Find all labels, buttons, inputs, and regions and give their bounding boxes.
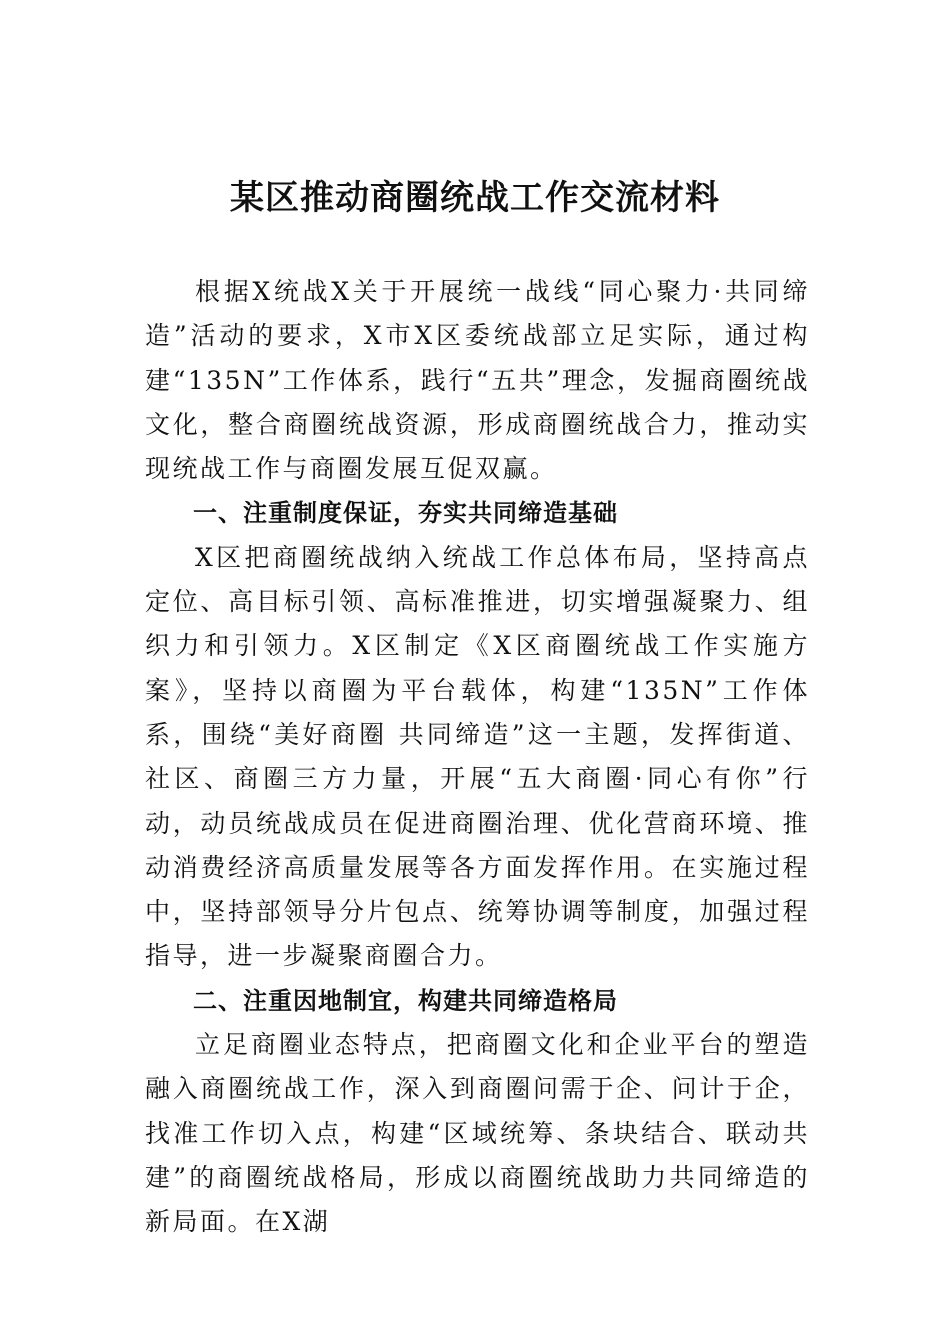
- intro-paragraph: 根据X统战X关于开展统一战线“同心聚力·共同缔造”活动的要求，X市X区委统战部立足实际，通过构建“135N”工作体系，践行“五共”理念，发掘商圈统战文化，整合商圈统战资源，形成商圈统战合力，推动实现统战工作与商圈发展互促双赢。: [145, 277, 810, 484]
- section-1-heading: 一、注重制度保证，夯实共同缔造基础: [193, 499, 618, 528]
- section-2-heading: 二、注重因地制宜，构建共同缔造格局: [193, 986, 618, 1015]
- document-title: 某区推动商圈统战工作交流材料: [230, 178, 720, 218]
- section-1-paragraph: X区把商圈统战纳入统战工作总体布局，坚持高点定位、高目标引领、高标准推进，切实增强凝聚力、组织力和引领力。X区制定《X区商圈统战工作实施方案》，坚持以商圈为平台载体，构建“135N”工作体系，围绕“美好商圈 共同缔造”这一主题，发挥街道、社区、商圈三方力量，开展“五大商圈·同心有你”行动，动员统战成员在促进商圈治理、优化营商环境、推动消费经济高质量发展等各方面发挥作用。在实施过程中，坚持部领导分片包点、统筹协调等制度，加强过程指导，进一步凝聚商圈合力。: [145, 542, 810, 971]
- document-body: [145, 270, 810, 1245]
- section-2-paragraph: 立足商圈业态特点，把商圈文化和企业平台的塑造融入商圈统战工作，深入到商圈问需于企、问计于企，找准工作切入点，构建“区域统筹、条块结合、联动共建”的商圈统战格局，形成以商圈统战助力共同缔造的新局面。在X湖: [145, 1030, 810, 1237]
